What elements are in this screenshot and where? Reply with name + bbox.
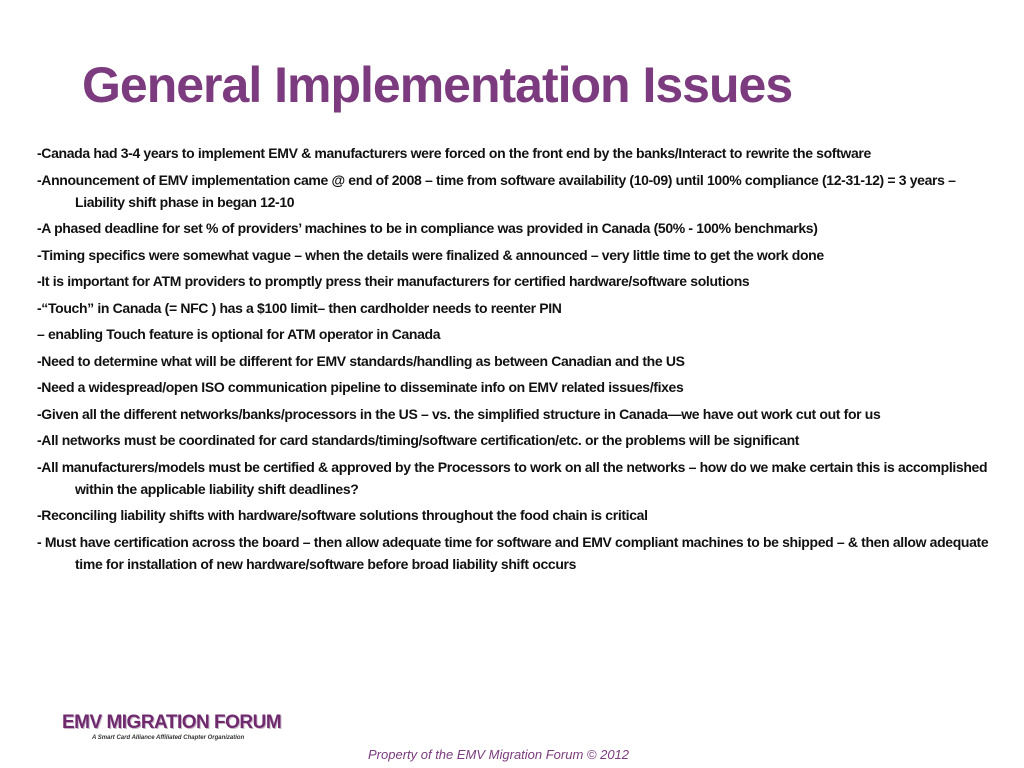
- bullet-item: -It is important for ATM providers to promptly press their manufacturers for certified hardware/software solutions: [37, 273, 750, 289]
- bullet-item: -Announcement of EMV implementation came @ end of 2008 – time from software availability (10-09) until 100% compliance (12-31-12) = 3 years – Liability shift phase in began 12-10: [37, 171, 956, 210]
- bullet-item: -Need to determine what will be different for EMV standards/handling as between Canadian and the US: [37, 352, 685, 369]
- bullet-item: -Need a widespread/open ISO communication pipeline to disseminate info on EMV related issues/fixes: [37, 379, 684, 395]
- bullet-item: - Must have certification across the board – then allow adequate time for software and EMV compliant machines to be shipped – & then allow adequate time for installation of new hardware/software before broad liability shift occurs: [37, 533, 989, 572]
- bullet-item: -Timing specifics were somewhat vague – when the details were finalized & announced – very little time to get the work done: [37, 246, 824, 263]
- bullet-item: -All manufacturers/models must be certified & approved by the Processors to work on all the networks – how do we make certain this is accomplished within the applicable liability shift deadlines?: [37, 458, 988, 497]
- footer-copyright: Property of the EMV Migration Forum © 2012: [368, 747, 630, 762]
- slide-title: General Implementation Issues: [82, 57, 793, 113]
- bullet-item: – enabling Touch feature is optional for ATM operator in Canada: [37, 326, 441, 342]
- bullet-item: -A phased deadline for set % of providers’ machines to be in compliance was provided in Canada (50% - 100% benchmarks): [37, 220, 818, 236]
- logo-tagline: A Smart Card Alliance Affiliated Chapter Organization: [92, 735, 245, 741]
- bullet-item: -Canada had 3-4 years to implement EMV & manufacturers were forced on the front end by the banks/Interact to rewrite the software: [37, 145, 871, 161]
- logo-name: EMV MIGRATION FORUM: [62, 712, 282, 733]
- bullet-item: -All networks must be coordinated for card standards/timing/software certification/etc. or the problems will be significant: [37, 432, 800, 448]
- bullet-list: [37, 142, 997, 579]
- bullet-item: -Given all the different networks/banks/processors in the US – vs. the simplified structure in Canada—we have out work cut out for us: [37, 405, 881, 422]
- bullet-item: -“Touch” in Canada (= NFC ) has a $100 limit– then cardholder needs to reenter PIN: [37, 299, 562, 316]
- bullet-item: -Reconciling liability shifts with hardware/software solutions throughout the food chain is critical: [37, 507, 648, 523]
- emv-migration-forum-logo: [62, 712, 281, 741]
